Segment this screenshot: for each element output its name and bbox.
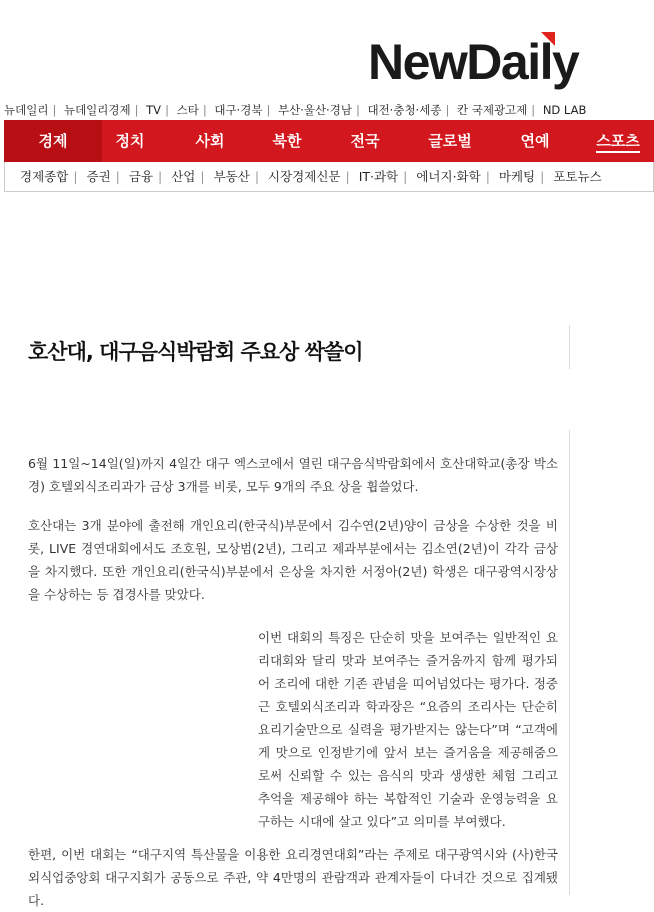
subnav-it-science[interactable]: IT·과학	[358, 169, 399, 184]
subnav-separator: |	[73, 169, 78, 184]
subnav-separator: |	[485, 169, 490, 184]
topnav-separator: |	[355, 103, 360, 117]
topnav-tv[interactable]: TV	[146, 103, 162, 117]
subnav-separator: |	[403, 169, 408, 184]
topnav-star[interactable]: 스타	[176, 103, 199, 117]
topnav-separator: |	[445, 103, 450, 117]
subnav-industry[interactable]: 산업	[171, 169, 196, 184]
subnav-separator: |	[115, 169, 120, 184]
topnav-separator: |	[202, 103, 207, 117]
subnav-separator: |	[540, 169, 545, 184]
column-divider	[569, 325, 570, 369]
topnav-newdaily[interactable]: 뉴데일리	[4, 103, 49, 117]
article-paragraph-2: 호산대는 3개 분야에 출전해 개인요리(한국식)부문에서 김수연(2년)양이 금상을 수상한 것을 비롯, LIVE 경연대회에서도 조호원, 모상범(2년), 그리고 제과부분에서는 김소연(2년)이 각각 금상을 차지했다. 또한 개인요리(한국식)부분에서 은상을 차지한 서정아(2년) 학생은 대구광역시장상을 수상하는 등 겹경사를 맞았다.	[28, 518, 558, 602]
tab-sports[interactable]	[582, 120, 654, 162]
subnav-stocks[interactable]: 증권	[86, 169, 111, 184]
topnav-busan[interactable]: 부산·울산·경남	[277, 103, 352, 117]
subnav-finance[interactable]: 금융	[128, 169, 154, 184]
tab-economy[interactable]: 경제	[4, 120, 102, 162]
column-divider	[569, 430, 570, 895]
tab-national[interactable]: 전국	[350, 132, 380, 150]
tab-politics[interactable]: 정치	[115, 132, 145, 150]
logo-red-accent	[541, 32, 555, 46]
top-site-nav	[4, 102, 654, 120]
subnav-separator: |	[200, 169, 205, 184]
article-title: 호산대, 대구음식박람회 주요상 싹쓸이	[28, 340, 363, 364]
subnav-economy-general[interactable]: 경제종합	[20, 169, 69, 184]
logo-wordmark: NewDaily	[368, 34, 579, 90]
tab-society[interactable]: 사회	[195, 132, 225, 150]
topnav-daegu[interactable]: 대구·경북	[214, 103, 263, 117]
topnav-separator: |	[52, 103, 57, 117]
subnav-separator: |	[254, 169, 260, 184]
topnav-separator: |	[134, 103, 139, 117]
topnav-nd-lab[interactable]: ND LAB	[542, 103, 587, 117]
tab-global[interactable]: 글로벌	[428, 132, 472, 150]
subnav-real-estate[interactable]: 부동산	[213, 169, 250, 184]
tab-entertainment[interactable]: 연예	[520, 132, 550, 150]
economy-sub-nav	[4, 162, 654, 192]
topnav-daejeon[interactable]: 대전·충청·세종	[367, 103, 442, 117]
subnav-separator: |	[158, 169, 163, 184]
topnav-cannes[interactable]: 칸 국제광고제	[456, 103, 528, 117]
topnav-separator: |	[531, 103, 536, 117]
subnav-energy-chemical[interactable]: 에너지·화학	[416, 169, 481, 184]
topnav-separator: |	[266, 103, 271, 117]
article-paragraph-1: 6월 11일~14일(일)까지 4일간 대구 엑스코에서 열린 대구음식박람회에서 호산대학교(총장 박소경) 호텔외식조리과가 금상 3개를 비롯, 모두 9개의 주요 상을 휩쓸었다.	[28, 456, 558, 494]
topnav-separator: |	[165, 103, 169, 117]
topnav-newdaily-economy[interactable]: 뉴데일리경제	[63, 103, 131, 117]
subnav-separator: |	[345, 169, 350, 184]
main-category-nav	[4, 120, 654, 162]
article-paragraph-3: 이번 대회의 특징은 단순히 맛을 보여주는 일반적인 요리대회와 달리 맛과 보여주는 즐거움까지 함께 평가되어 조리에 대한 기존 관념을 띠어넘었다는 평가다. 정중근 호텔외식조리과 학과장은 “요즘의 조리사는 단순히 요리기술만으로 실력을 평가받지는 않는다”며 “고객에게 맛으로 인정받기에 앞서 보는 즐거움을 제공해줌으로써 신뢰할 수 있는 음식의 맛과 생생한 체험 그리고 추억을 제공해야 하는 복합적인 기술과 운영능력을 요구하는 시대에 살고 있다”고 의미를 부여했다.	[258, 630, 558, 829]
subnav-photo-news[interactable]: 포토뉴스	[553, 169, 602, 184]
tab-north-korea[interactable]: 북한	[272, 132, 302, 150]
tab-sports-label: 스포츠	[596, 132, 639, 153]
subnav-market-newspaper[interactable]: 시장경제신문	[268, 169, 341, 184]
article-paragraph-4: 한편, 이번 대회는 “대구지역 특산물을 이용한 요리경연대회”라는 주제로 대구광역시와 (사)한국 외식업중앙회 대구지회가 공동으로 주관, 약 4만명의 관람객과 관계자들이 다녀간 것으로 집계됐다.	[28, 847, 558, 908]
subnav-marketing[interactable]: 마케팅	[498, 169, 536, 184]
newdaily-logo[interactable]	[368, 28, 618, 98]
